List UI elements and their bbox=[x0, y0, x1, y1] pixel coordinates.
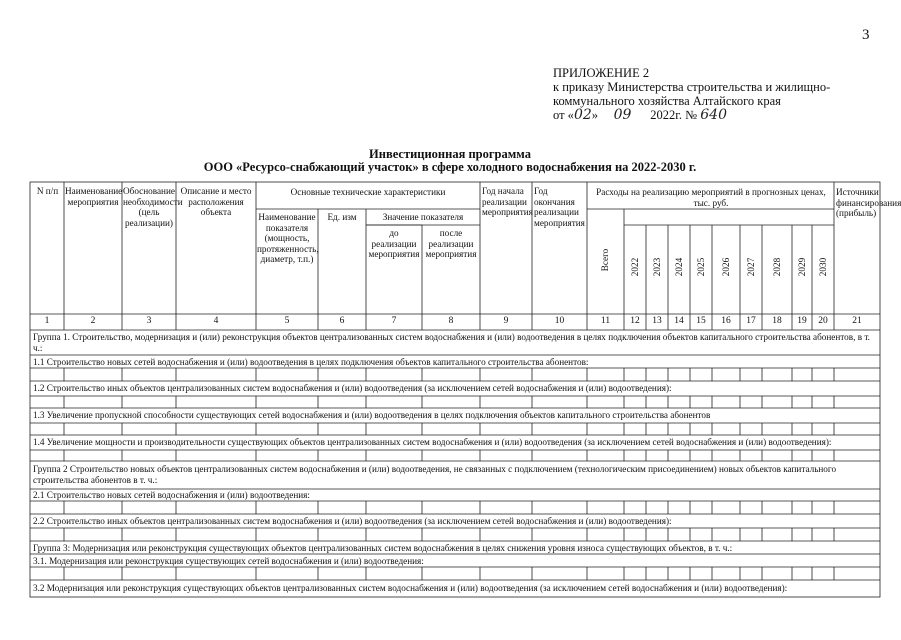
col-number-15: 15 bbox=[696, 316, 706, 326]
handwritten-month: 09 bbox=[613, 107, 632, 123]
document-subtitle: ООО «Ресурсо-снабжающий участок» в сфере холодного водоснабжения на 2022-2030 г. bbox=[203, 160, 697, 174]
header-tech-characteristics: Основные технические характеристики bbox=[290, 187, 446, 197]
header-col-number: N п/п bbox=[36, 186, 59, 196]
header-col-total: Всего bbox=[600, 248, 610, 272]
handwritten-day: 02 bbox=[573, 107, 592, 123]
header-year-2027: 2027 bbox=[746, 257, 756, 277]
col-number-3: 3 bbox=[146, 316, 152, 326]
section-2-1: 2.1 Строительство новых сетей водоснабжения и (или) водоотведения: bbox=[33, 490, 310, 500]
section-3-1: 3.1. Модернизация или реконструкция существующих сетей водоснабжения и (или) водоотведения: bbox=[33, 556, 424, 566]
header-year-2022: 2022 bbox=[630, 257, 640, 277]
section-3-2: 3.2 Модернизация или реконструкция существующих объектов централизованных систем водоснабжения и (или) водоотведения (за исключением сетей водоснабжения и (или) водоотведения): bbox=[33, 583, 788, 593]
col-number-11: 11 bbox=[600, 316, 611, 326]
section-2-2: 2.2 Строительство иных объектов централизованных систем водоснабжения и (или) водоотведения (за исключением сетей водоснабжения и (или) водоотведения): bbox=[33, 516, 672, 526]
header-year-2030: 2030 bbox=[818, 257, 828, 277]
col-number-9: 9 bbox=[503, 316, 509, 326]
col-number-7: 7 bbox=[391, 316, 397, 326]
appendix-line-3: коммунального хозяйства Алтайского края bbox=[553, 94, 781, 108]
col-number-18: 18 bbox=[772, 316, 782, 326]
header-year-2024: 2024 bbox=[674, 257, 684, 277]
col-number-16: 16 bbox=[721, 316, 731, 326]
header-col-after: после реализации мероприятия bbox=[425, 228, 477, 260]
col-number-13: 13 bbox=[652, 316, 662, 326]
appendix-line-2: к приказу Министерства строительства и жилищно- bbox=[553, 80, 831, 94]
page-number: 3 bbox=[862, 27, 870, 43]
col-number-10: 10 bbox=[554, 316, 565, 326]
handwritten-order-number: 640 bbox=[700, 107, 727, 123]
header-col-end-year: Год окончания реализации мероприятия bbox=[534, 186, 585, 228]
header-year-2026: 2026 bbox=[721, 257, 731, 277]
col-number-5: 5 bbox=[284, 316, 290, 326]
header-year-2023: 2023 bbox=[652, 257, 662, 277]
col-number-20: 20 bbox=[818, 316, 828, 326]
col-number-2: 2 bbox=[90, 316, 96, 326]
section-1-3: 1.3 Увеличение пропускной способности существующих сетей водоснабжения и (или) водоотведения в целях подключения объектов капитального строительства абонентов bbox=[33, 410, 711, 420]
col-number-8: 8 bbox=[448, 316, 454, 326]
date-prefix: от « bbox=[553, 108, 574, 122]
header-year-2028: 2028 bbox=[772, 257, 782, 277]
col-number-21: 21 bbox=[852, 316, 862, 326]
date-quote: » bbox=[591, 108, 599, 122]
col-number-17: 17 bbox=[746, 316, 756, 326]
section-1-4: 1.4 Увеличение мощности и производительности существующих объектов централизованных систем водоснабжения и (или) водоотведения (за исключением сетей водоснабжения и (или) водоотведения): bbox=[33, 437, 832, 447]
col-number-1: 1 bbox=[44, 316, 50, 326]
col-number-6: 6 bbox=[339, 316, 345, 326]
header-costs: Расходы на реализацию мероприятий в прогнозных ценах, тыс. руб. bbox=[596, 187, 826, 208]
section-group-1: Группа 1. Строительство, модернизация и (или) реконструкция объектов централизованных систем водоснабжения и (или) водоотведения в целях подключения объектов капитального строительства абонентов, в т. ч.: bbox=[33, 332, 870, 353]
header-col-justification: Обоснование необходимости (цель реализации) bbox=[123, 186, 183, 228]
col-number-19: 19 bbox=[797, 316, 807, 326]
col-number-14: 14 bbox=[674, 316, 684, 326]
date-year: 2022г. № bbox=[650, 108, 698, 122]
header-col-financing: Источники финансирования (прибыль) bbox=[836, 187, 901, 219]
header-col-description: Описание и место расположения объекта bbox=[180, 186, 252, 218]
header-col-name: Наименование мероприятия bbox=[65, 186, 123, 207]
section-1-2: 1.2 Строительство иных объектов централизованных систем водоснабжения и (или) водоотведения (за исключением сетей водоснабжения и (или) водоотведения): bbox=[33, 383, 672, 393]
header-year-2029: 2029 bbox=[797, 257, 807, 277]
header-col-before: до реализации мероприятия bbox=[368, 228, 420, 260]
col-number-4: 4 bbox=[213, 316, 219, 326]
header-year-2025: 2025 bbox=[696, 257, 706, 277]
header-col-start-year: Год начала реализации мероприятия bbox=[482, 186, 533, 218]
header-col-unit: Ед. изм bbox=[327, 212, 357, 222]
section-1-1: 1.1 Строительство новых сетей водоснабжения и (или) водоотведения в целях подключения объектов капитального строительства абонентов: bbox=[33, 357, 589, 367]
section-group-3: Группа 3: Модернизация или реконструкция существующих объектов централизованных систем водоснабжения в целях снижения уровня износа существующих объектов, в т. ч.: bbox=[33, 543, 733, 553]
section-group-2: Группа 2 Строительство новых объектов централизованных систем водоснабжения и (или) водоотведения, не связанных с подключением (технологическим присоединением) новых объектов капитального строительства абонентов в т. ч.: bbox=[33, 464, 837, 485]
header-col-indicator: Наименование показателя (мощность, протяженность, диаметр, т.п.) bbox=[257, 212, 319, 265]
document-title: Инвестиционная программа bbox=[369, 147, 531, 161]
header-indicator-value: Значение показателя bbox=[382, 212, 464, 222]
appendix-line-1: ПРИЛОЖЕНИЕ 2 bbox=[553, 66, 650, 80]
col-number-12: 12 bbox=[630, 316, 640, 326]
